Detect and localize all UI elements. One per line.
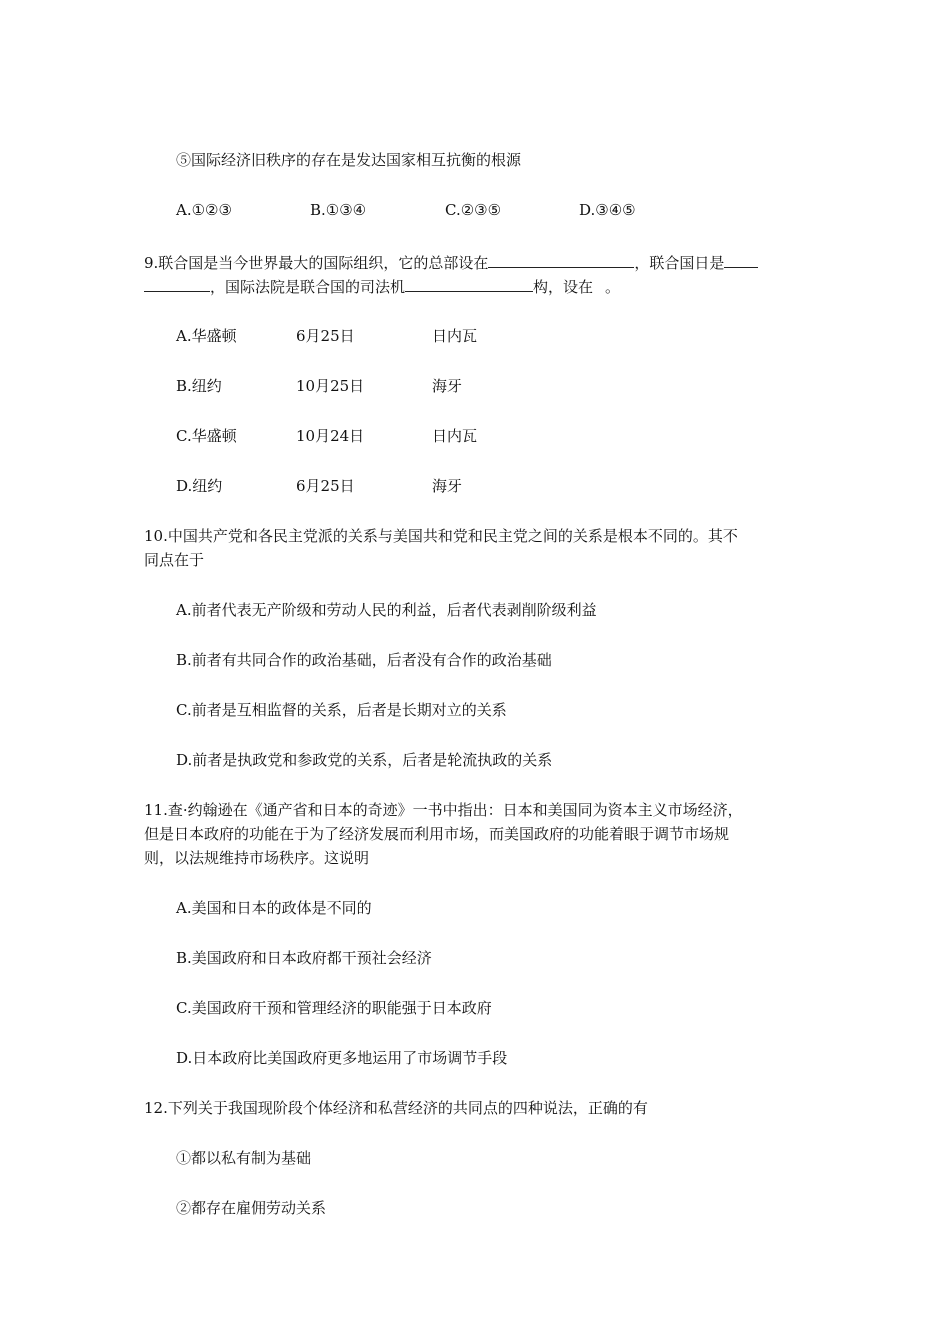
q11-option-b: B.美国政府和日本政府都干预社会经济 xyxy=(176,949,432,967)
q10-option-b: B.前者有共同合作的政治基础，后者没有合作的政治基础 xyxy=(176,651,552,669)
q10-option-d: D.前者是执政党和参政党的关系，后者是轮流执政的关系 xyxy=(176,751,553,769)
q9-blank-headquarters xyxy=(488,252,634,268)
q12-stem: 12.下列关于我国现阶段个体经济和私营经济的共同点的四种说法，正确的有 xyxy=(144,1099,648,1117)
q11-option-c: C.美国政府干预和管理经济的职能强于日本政府 xyxy=(176,999,492,1017)
q9-blank-un-day-end xyxy=(144,276,210,292)
q8-option-b: B.①③④ xyxy=(310,201,367,219)
q9-option-d-label: D.纽约 xyxy=(176,477,223,495)
q9-option-a-date: 6月25日 xyxy=(296,327,355,345)
q9-option-c-label: C.华盛顿 xyxy=(176,427,237,445)
q9-option-b-place: 海牙 xyxy=(432,377,463,395)
q8-item-5: ⑤国际经济旧秩序的存在是发达国家相互抗衡的根源 xyxy=(176,151,522,169)
q9-option-d-place: 海牙 xyxy=(432,477,463,495)
q9-stem-line1 xyxy=(144,252,758,272)
q9-option-b-date: 10月25日 xyxy=(296,377,365,395)
q11-stem-line1: 11.查·约翰逊在《通产省和日本的奇迹》一书中指出：日本和美国同为资本主义市场经济， xyxy=(144,801,743,819)
q9-blank-court xyxy=(405,276,533,292)
q8-option-a: A.①②③ xyxy=(176,201,232,219)
q11-option-a: A.美国和日本的政体是不同的 xyxy=(176,899,372,917)
q8-option-c: C.②③⑤ xyxy=(445,201,502,219)
q9-option-c-date: 10月24日 xyxy=(296,427,365,445)
q9-blank-un-day-start xyxy=(724,252,758,268)
q11-option-d: D.日本政府比美国政府更多地运用了市场调节手段 xyxy=(176,1049,508,1067)
q10-stem-line1: 10.中国共产党和各民主党派的关系与美国共和党和民主党之间的关系是根本不同的。其不 xyxy=(144,527,738,545)
q9-stem-line2 xyxy=(144,276,620,296)
q9-option-a-place: 日内瓦 xyxy=(432,327,478,345)
q9-stem-part5: 。 xyxy=(605,278,621,296)
q9-stem-part2: ，联合国日是 xyxy=(634,254,725,272)
q8-option-d: D.③④⑤ xyxy=(579,201,636,219)
q12-item-1: ①都以私有制为基础 xyxy=(176,1149,312,1167)
q11-stem-line2: 但是日本政府的功能在于为了经济发展而利用市场，而美国政府的功能着眼于调节市场规 xyxy=(144,825,730,843)
q10-stem-line2: 同点在于 xyxy=(144,551,205,569)
q10-option-c: C.前者是互相监督的关系，后者是长期对立的关系 xyxy=(176,701,507,719)
q9-option-d-date: 6月25日 xyxy=(296,477,355,495)
q9-option-c-place: 日内瓦 xyxy=(432,427,478,445)
q9-stem-part3: ，国际法院是联合国的司法机 xyxy=(210,278,406,296)
q9-option-a-label: A.华盛顿 xyxy=(176,327,237,345)
q12-item-2: ②都存在雇佣劳动关系 xyxy=(176,1199,327,1217)
q9-option-b-label: B.纽约 xyxy=(176,377,222,395)
q9-stem-part4: 构，设在 xyxy=(533,278,594,296)
q11-stem-line3: 则，以法规维持市场秩序。这说明 xyxy=(144,849,370,867)
q10-option-a: A.前者代表无产阶级和劳动人民的利益，后者代表剥削阶级利益 xyxy=(176,601,597,619)
q9-stem-part1: 9.联合国是当今世界最大的国际组织，它的总部设在 xyxy=(144,254,489,272)
